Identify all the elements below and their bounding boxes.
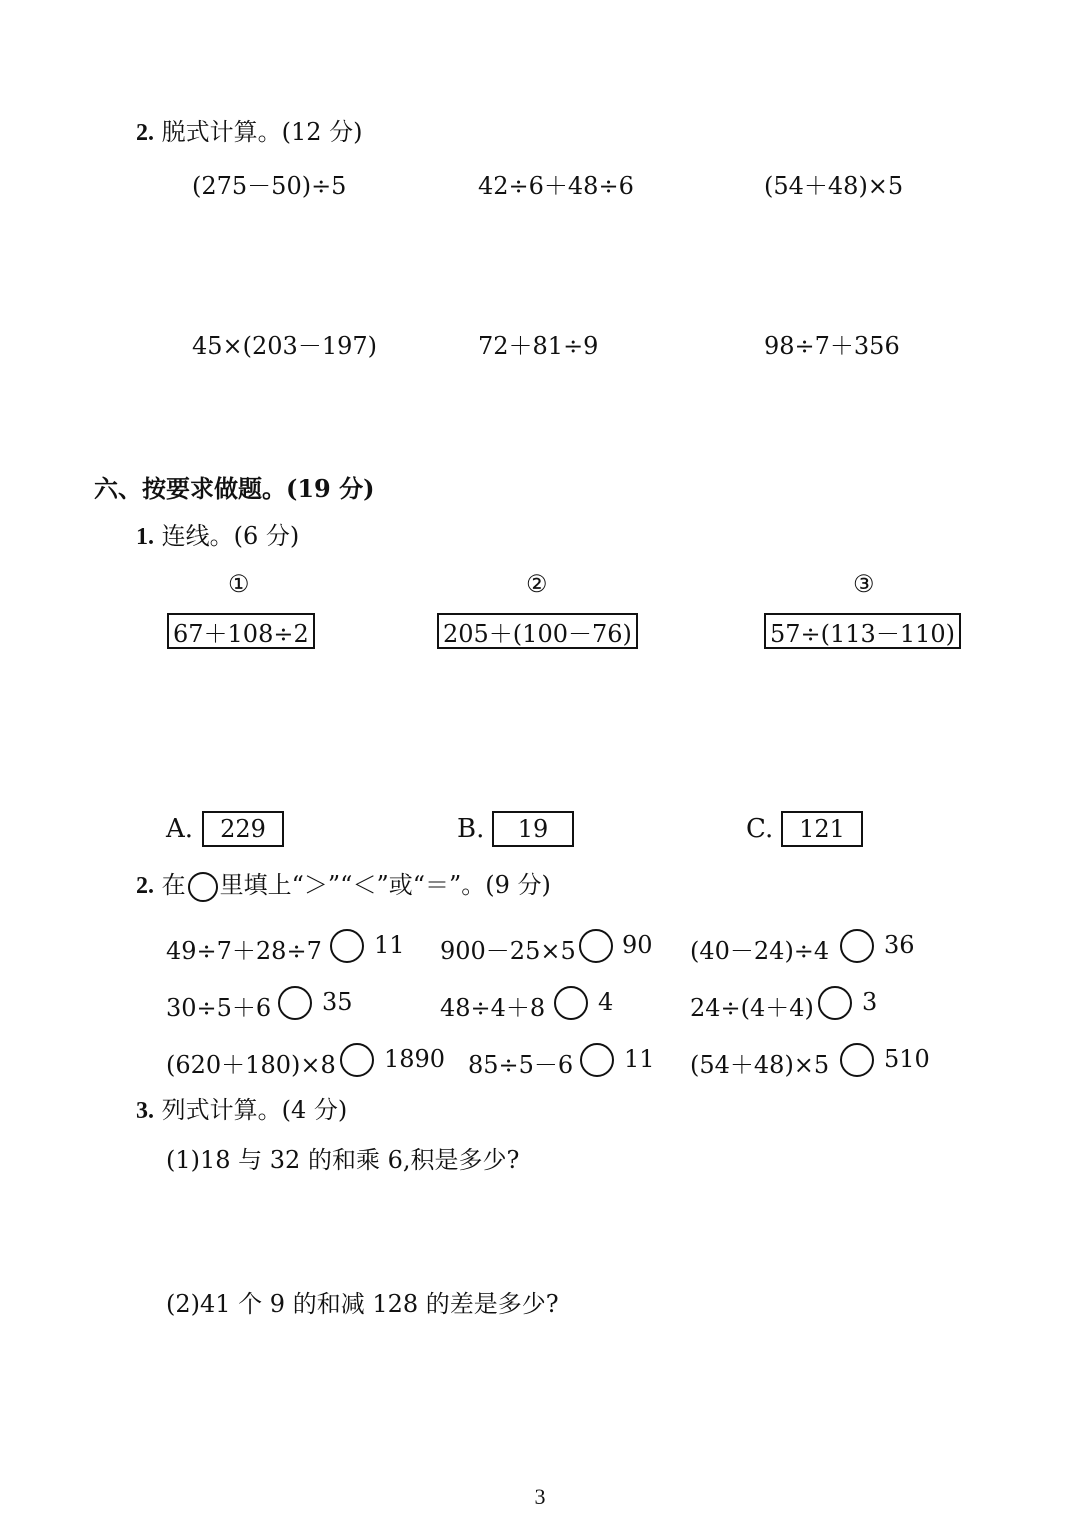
s6q2-number: 2.: [136, 873, 154, 899]
s6q1-title: 连线。(6 分): [161, 522, 300, 550]
section6-title: 六、按要求做题。(19 分): [94, 474, 375, 503]
s6q2-title-before: 在: [161, 871, 186, 899]
compare-left: 49÷7＋28÷7: [166, 937, 322, 965]
compare-circle-input[interactable]: [818, 986, 852, 1020]
compare-circle-input[interactable]: [340, 1043, 374, 1077]
compare-left: 30÷5＋6: [166, 994, 272, 1022]
compare-right: 35: [322, 988, 353, 1016]
q2-heading: [136, 118, 363, 148]
calc-item: 45×(203－197): [192, 332, 377, 360]
s6q2-title-after: 里填上“＞”“＜”或“＝”。(9 分): [219, 871, 551, 899]
word-problem: (2)41 个 9 的和减 128 的差是多少?: [166, 1290, 559, 1318]
compare-right: 11: [624, 1045, 655, 1073]
compare-circle-input[interactable]: [278, 986, 312, 1020]
compare-left: 85÷5－6: [468, 1051, 574, 1079]
answer-letter-c: C.: [746, 814, 774, 844]
compare-right: 3: [862, 988, 878, 1016]
match-expression-box: 57÷(113－110): [764, 613, 961, 649]
match-expression-box: 205＋(100－76): [437, 613, 638, 649]
answer-box-b: 19: [492, 811, 574, 847]
calc-item: (54＋48)×5: [764, 172, 904, 200]
page-number: 3: [534, 1484, 546, 1509]
s6q1-heading: [136, 522, 299, 552]
compare-left: 900－25×5: [440, 937, 576, 965]
compare-left: 24÷(4＋4): [690, 994, 814, 1022]
s6q1-number: 1.: [136, 524, 154, 550]
match-expression-box: 67＋108÷2: [167, 613, 315, 649]
q2-title: 脱式计算。(12 分): [161, 118, 363, 146]
calc-item: (275－50)÷5: [192, 172, 347, 200]
calc-item: 72＋81÷9: [478, 332, 599, 360]
answer-box-a: 229: [202, 811, 284, 847]
compare-left: (620＋180)×8: [166, 1051, 336, 1079]
compare-circle-input[interactable]: [840, 929, 874, 963]
compare-right: 4: [598, 988, 614, 1016]
compare-circle-input[interactable]: [580, 1043, 614, 1077]
marker-2: ②: [526, 570, 548, 598]
compare-circle-input[interactable]: [554, 986, 588, 1020]
q2-number: 2.: [136, 120, 154, 146]
circle-placeholder-icon: [188, 872, 218, 902]
marker-3: ③: [853, 570, 875, 598]
s6q3-number: 3.: [136, 1098, 154, 1124]
calc-item: 42÷6＋48÷6: [478, 172, 634, 200]
compare-right: 36: [884, 931, 915, 959]
compare-right: 11: [374, 931, 405, 959]
compare-circle-input[interactable]: [579, 929, 613, 963]
answer-letter-b: B.: [457, 814, 485, 844]
compare-right: 1890: [384, 1045, 446, 1073]
s6q3-title: 列式计算。(4 分): [161, 1096, 348, 1124]
s6q3-heading: [136, 1096, 347, 1126]
answer-box-c: 121: [781, 811, 863, 847]
compare-circle-input[interactable]: [840, 1043, 874, 1077]
marker-1: ①: [228, 570, 250, 598]
compare-left: 48÷4＋8: [440, 994, 546, 1022]
calc-item: 98÷7＋356: [764, 332, 900, 360]
word-problem: (1)18 与 32 的和乘 6,积是多少?: [166, 1146, 520, 1174]
compare-circle-input[interactable]: [330, 929, 364, 963]
compare-left: (40－24)÷4: [690, 937, 830, 965]
answer-letter-a: A.: [166, 814, 194, 844]
compare-left: (54＋48)×5: [690, 1051, 830, 1079]
compare-right: 510: [884, 1045, 930, 1073]
s6q2-heading: [136, 871, 551, 902]
compare-right: 90: [622, 931, 653, 959]
